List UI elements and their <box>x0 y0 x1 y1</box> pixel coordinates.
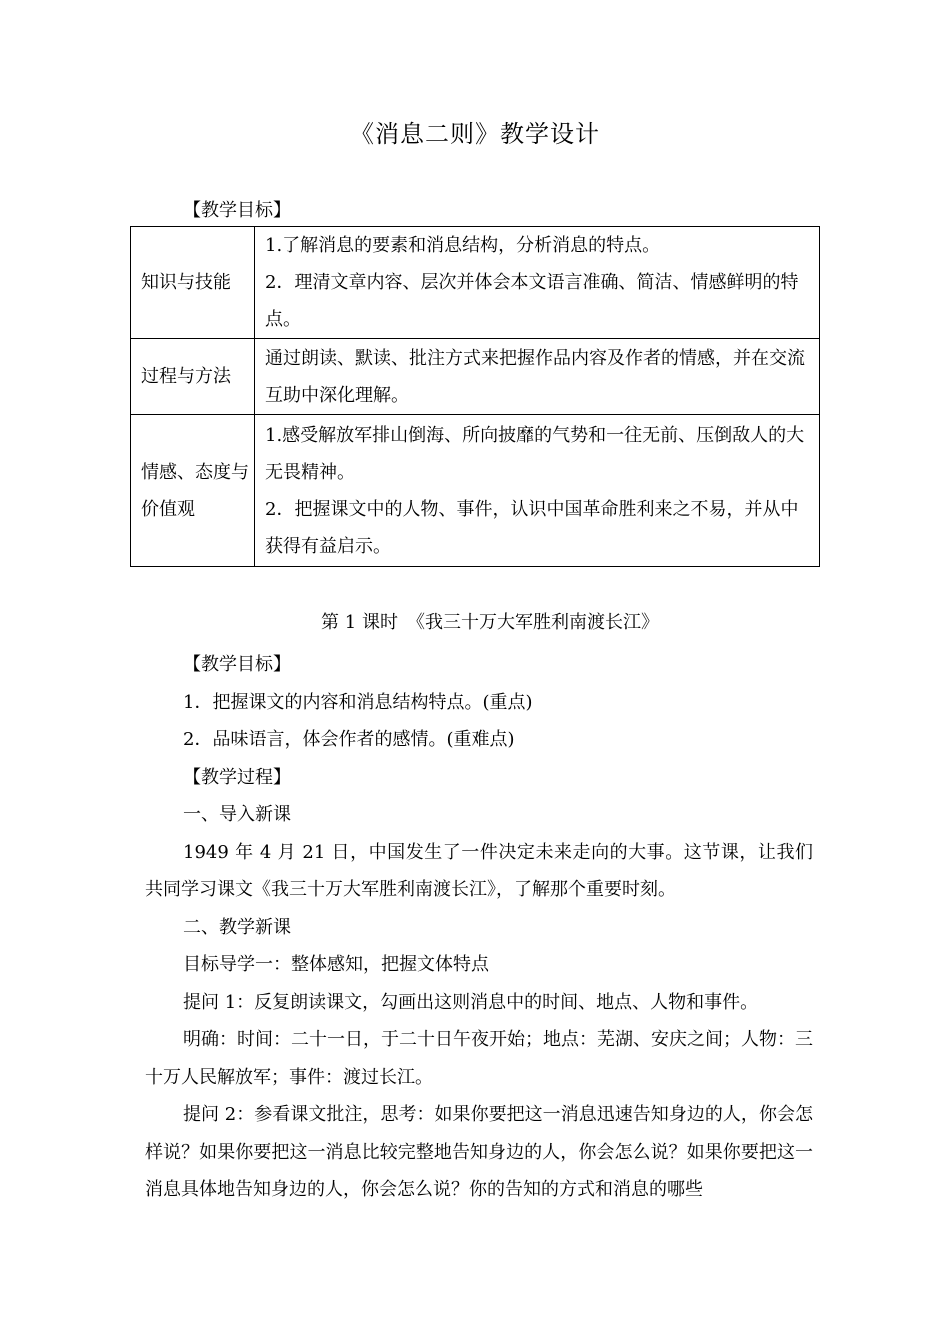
table-row <box>131 339 820 415</box>
row-body <box>255 339 820 415</box>
lesson-title: 第 1 课时 《我三十万大军胜利南渡长江》 <box>321 612 659 633</box>
row-line: 2．理清文章内容、层次并体会本文语言准确、简洁、情感鲜明的特点。 <box>265 272 799 330</box>
paragraph: 一、导入新课 <box>183 804 291 825</box>
lesson-body <box>145 646 813 1209</box>
row-body <box>255 415 820 567</box>
row-line: 通过朗读、默读、批注方式来把握作品内容及作者的情感，并在交流互助中深化理解。 <box>265 347 805 406</box>
row-line: 1.了解消息的要素和消息结构，分析消息的特点。 <box>265 235 661 256</box>
paragraph: 【教学目标】 <box>183 654 291 675</box>
paragraph: 【教学过程】 <box>183 766 291 788</box>
paragraph: 提问 1：反复朗读课文，勾画出这则消息中的时间、地点、人物和事件。 <box>183 991 759 1013</box>
document-title: 《消息二则》教学设计 <box>350 120 600 148</box>
paragraph: 提问 2：参看课文批注，思考：如果你要把这一消息迅速告知身边的人，你会怎样说？如果你要把这一消息比较完整地告知身边的人，你会怎么说？如果你要把这一消息具体地告知身边的人，你会怎么说？你的告知的方式和消息的哪些 <box>145 1104 813 1200</box>
row-head: 过程与方法 <box>131 339 255 415</box>
table-row <box>131 415 820 567</box>
table-row <box>131 227 820 339</box>
row-line: 1.感受解放军排山倒海、所向披靡的气势和一往无前、压倒敌人的大无畏精神。 <box>265 424 805 483</box>
paragraph: 2．品味语言，体会作者的感情。(重难点) <box>183 729 515 750</box>
row-head: 知识与技能 <box>131 227 255 339</box>
paragraph: 目标导学一：整体感知，把握文体特点 <box>183 954 489 975</box>
paragraph: 1949 年 4 月 21 日，中国发生了一件决定未来走向的大事。这节课，让我们共同学习课文《我三十万大军胜利南渡长江》，了解那个重要时刻。 <box>145 841 813 900</box>
paragraph: 二、教学新课 <box>183 916 291 938</box>
goals-heading: 【教学目标】 <box>183 200 291 221</box>
row-head: 情感、态度与价值观 <box>131 415 255 567</box>
paragraph: 明确：时间：二十一日，于二十日午夜开始；地点：芜湖、安庆之间；人物：三十万人民解放军；事件：渡过长江。 <box>145 1029 813 1088</box>
row-line: 2．把握课文中的人物、事件，认识中国革命胜利来之不易，并从中获得有益启示。 <box>265 498 799 557</box>
goals-table <box>130 226 820 567</box>
row-body <box>255 227 820 339</box>
paragraph: 1．把握课文的内容和消息结构特点。(重点) <box>183 691 533 713</box>
